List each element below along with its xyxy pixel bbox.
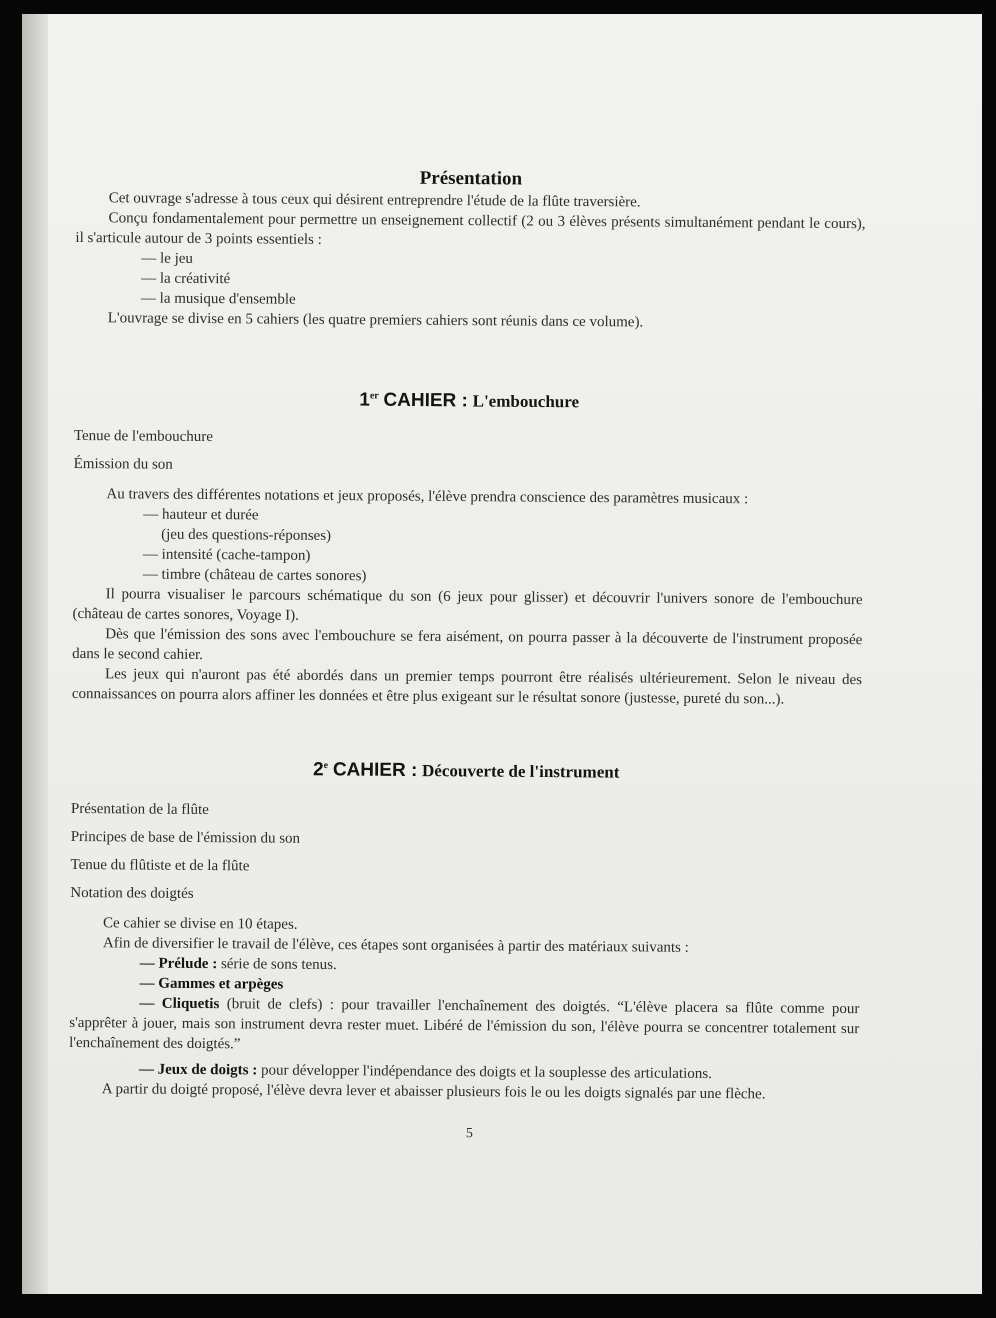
- cahier1-subtitle: L'embouchure: [472, 391, 580, 412]
- cahier2-word: CAHIER :: [332, 759, 418, 782]
- cahier1-paragraph-1: Au travers des différentes notations et jeux proposés, l'élève prendra conscience des paramètres musicaux :: [106, 486, 749, 508]
- cahier2-topic: Notation des doigtés: [70, 884, 194, 902]
- prelude-label: — Prélude :: [139, 955, 218, 972]
- cahier1-number: 1: [359, 389, 370, 411]
- cahier1-paragraph-3: Dès que l'émission des sons avec l'embouchure se fera aisément, on pourra passer à la découverte de l'instrument proposée dans le second cahier.: [72, 626, 863, 664]
- cahier2-topic: Principes de base de l'émission du son: [70, 828, 301, 847]
- presentation-paragraph-1: Cet ouvrage s'adresse à tous ceux qui désirent entreprendre l'étude de la flûte traversière.: [108, 190, 641, 211]
- page-number: 5: [465, 1125, 473, 1141]
- material-cliquetis: [69, 993, 859, 1059]
- point-item: — la créativité: [141, 270, 231, 288]
- previous-page-edge: [22, 14, 48, 1294]
- cahier2-subtitle: Découverte de l'instrument: [421, 761, 620, 782]
- point-item: — le jeu: [141, 250, 193, 267]
- cahier2-topic: Présentation de la flûte: [70, 800, 209, 818]
- prelude-text: série de sons tenus.: [217, 955, 337, 973]
- cahier2-paragraph-1: Ce cahier se divise en 10 étapes.: [102, 914, 298, 933]
- cahier1-ordinal: er: [369, 390, 379, 402]
- point-item: — la musique d'ensemble: [140, 290, 296, 308]
- presentation-paragraph-2: Conçu fondamentalement pour permettre un enseignement collectif (2 ou 3 élèves présents simultanément pendant le cours), il s'articule autour de 3 points essentiels :: [75, 210, 866, 248]
- param-item: — timbre (château de cartes sonores): [142, 566, 367, 585]
- cahier2-paragraph-2: Afin de diversifier le travail de l'élève, ces étapes sont organisées à partir des matériaux suivants :: [102, 934, 689, 956]
- paper-page: [48, 14, 982, 1294]
- cahier1-paragraph-2: Il pourra visualiser le parcours schématique du son (6 jeux pour glisser) et découvrir l'univers sonore de l'embouchure (château de cartes sonores, Voyage I).: [72, 586, 863, 625]
- page-content: [68, 166, 866, 1147]
- cahier1-paragraph-4: Les jeux qui n'auront pas été abordés dans un premier temps pourront être réalisés ultérieurement. Selon le niveau des connaissances on pourra alors affiner les données et être plus exigeant sur le résultat sonore (justesse, pureté du son...).: [71, 666, 863, 708]
- cahier1-topic: Tenue de l'embouchure: [73, 428, 214, 446]
- page-frame: [22, 14, 982, 1294]
- jeux-text: pour développer l'indépendance des doigts et la souplesse des articulations.: [257, 1062, 712, 1082]
- cahier2-topic: Tenue du flûtiste et de la flûte: [70, 856, 250, 875]
- cahier1-heading: [74, 384, 864, 415]
- jeux-label: — Jeux de doigts :: [138, 1061, 258, 1079]
- param-item: (jeu des questions-réponses): [161, 527, 332, 545]
- cahier1-topic: Émission du son: [73, 456, 173, 474]
- cahier2-number: 2: [313, 759, 324, 781]
- cliquetis-text: (bruit de clefs) : pour travailler l'enchaînement des doigtés. “L'élève placera sa flûte comme pour s'apprêter à jouer, mais son instrument devra rester muet. Libéré de l'émission du son, l'élève pourra se concentrer totalement sur l'enchaînement des doigtés.”: [69, 995, 860, 1052]
- param-item: — intensité (cache-tampon): [142, 546, 311, 565]
- material-gammes: — Gammes et arpèges: [139, 975, 284, 993]
- param-item: — hauteur et durée: [143, 506, 259, 524]
- cliquetis-label: — Cliquetis: [139, 995, 220, 1012]
- cahier1-word: CAHIER :: [383, 389, 468, 412]
- cahier2-ordinal: e: [323, 760, 329, 772]
- cahier2-paragraph-3: A partir du doigté proposé, l'élève devra lever et abaisser plusieurs fois le ou les doigts signalés par une flèche.: [101, 1080, 766, 1103]
- presentation-title: Présentation: [419, 167, 523, 190]
- cahier2-heading: [71, 754, 861, 785]
- presentation-paragraph-3: L'ouvrage se divise en 5 cahiers (les quatre premiers cahiers sont réunis dans ce volume).: [107, 310, 644, 331]
